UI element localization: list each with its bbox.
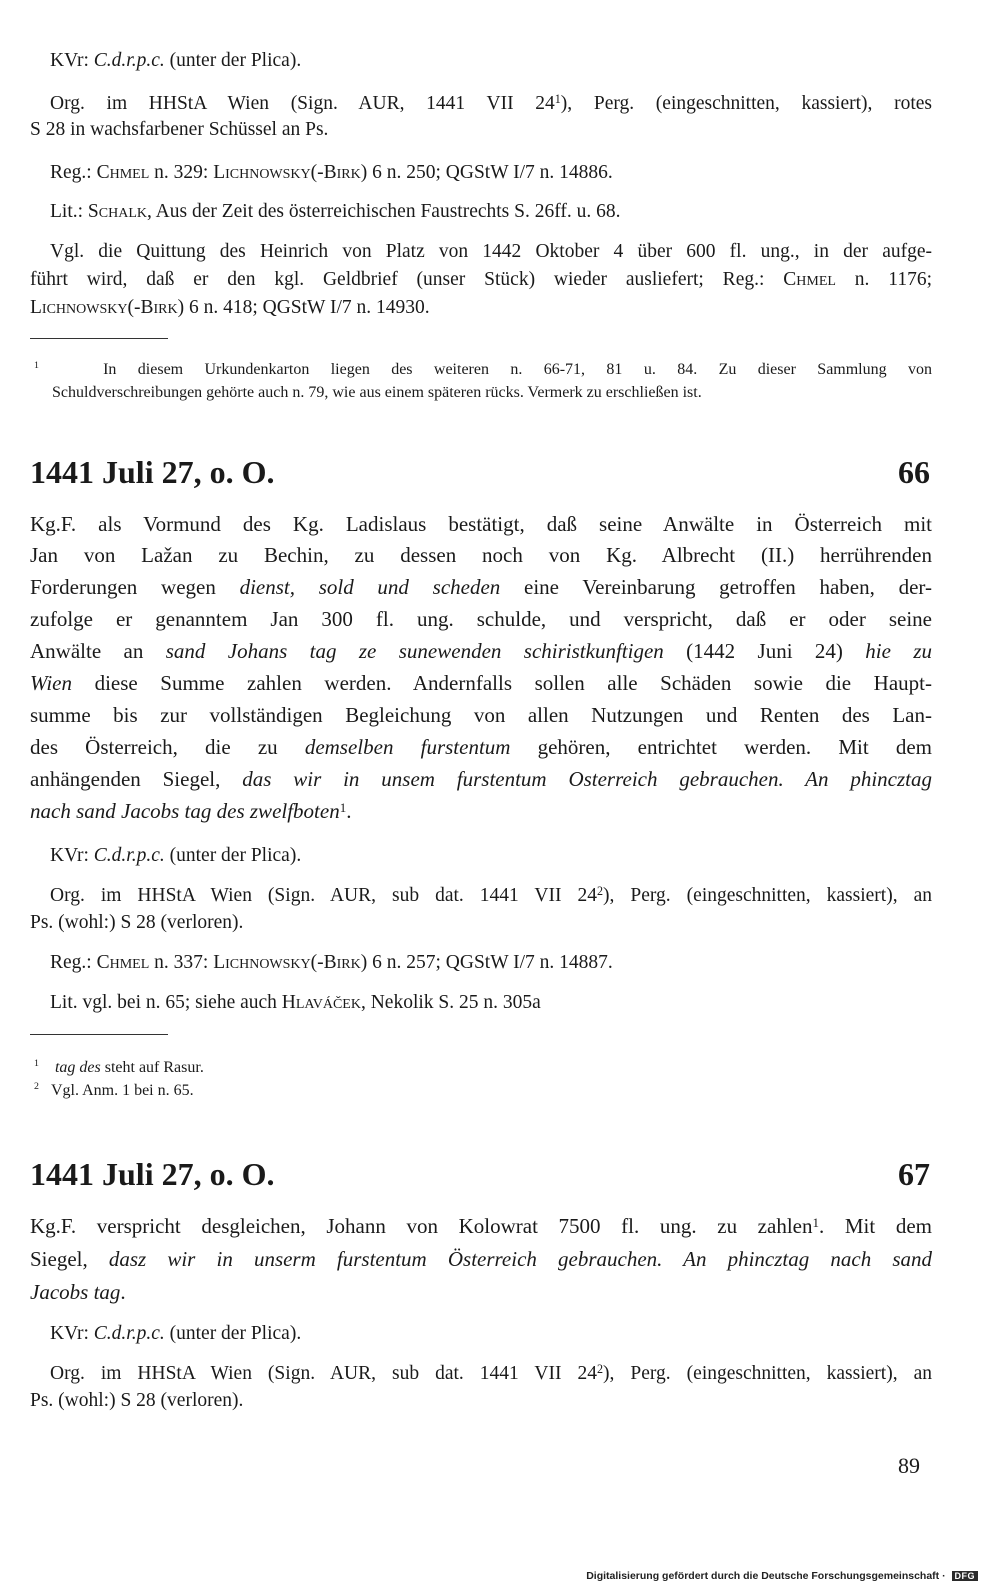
entry-66-line-5: Anwälte an sand Johans tag ze sunewenden schiristkunftigen (1442 Juni 24) hie zu — [30, 639, 933, 663]
vgl-line-65-3: Lichnowsky(-Birk) 6 n. 418; QGStW I/7 n. 14930. — [30, 297, 430, 318]
entry-66-line-9: anhängenden Siegel, das wir in unsem furstentum Osterreich gebrauchen. An phincztag — [30, 767, 932, 791]
entry-66-line-3: Forderungen wegen dienst, sold und scheden eine Vereinbarung getroffen haben, der- — [30, 575, 932, 599]
entry-66-line-2: Jan von Lažan zu Bechin, zu dessen noch von Kg. Albrecht (II.) herrührenden — [30, 543, 932, 567]
lit-line-65: Lit.: Schalk, Aus der Zeit des österreichischen Faustrechts S. 26ff. u. 68. — [50, 201, 621, 222]
kvr-line-65: KVr: C.d.r.p.c. (unter der Plica). — [50, 50, 302, 71]
entry-67-number: 67 — [898, 1156, 930, 1192]
entry-66-line-4: zufolge er genanntem Jan 300 fl. ung. schulde, und verspricht, daß er oder seine — [30, 607, 932, 631]
org-line-66-1: Org. im HHStA Wien (Sign. AUR, sub dat. 1441 VII $24^2$), Perg. (eingeschnitten, kassiert), an — [50, 884, 932, 906]
org-line-65-1: Org. im HHStA Wien (Sign. AUR, 1441 VII $24^1$), Perg. (eingeschnitten, kassiert), rotes — [50, 92, 932, 114]
dfg-logo: DFG — [952, 1571, 979, 1581]
org-line-67-2: Ps. (wohl:) S 28 (verloren). — [30, 1390, 244, 1411]
entry-66-number: 66 — [898, 454, 930, 490]
entry-66-line-7: summe bis zur vollständigen Begleichung von allen Nutzungen und Renten des Lan- — [30, 703, 932, 727]
footnote-separator-66 — [30, 1034, 168, 1035]
entry-66-line-8: des Österreich, die zu demselben furstentum gehören, entrichtet werden. Mit dem — [30, 735, 932, 759]
org-line-67-1: Org. im HHStA Wien (Sign. AUR, sub dat. 1441 VII $24^2$), Perg. (eingeschnitten, kassiert), an — [50, 1362, 932, 1384]
kvr-line-66: KVr: C.d.r.p.c. (unter der Plica). — [50, 845, 302, 866]
reg-line-66: Reg.: Chmel n. 337: Lichnowsky(-Birk) 6 n. 257; QGStW I/7 n. 14887. — [50, 952, 613, 973]
kvr-line-67: KVr: C.d.r.p.c. (unter der Plica). — [50, 1323, 302, 1344]
reg-line-65: Reg.: Chmel n. 329: Lichnowsky(-Birk) 6 n. 250; QGStW I/7 n. 14886. — [50, 162, 613, 183]
footnote-65-2: Schuldverschreibungen gehörte auch n. 79, wie aus einem späteren rücks. Vermerk zu erschließen ist. — [52, 384, 702, 401]
footnote-66-2: $^2$ Vgl. Anm. 1 bei n. 65. — [34, 1081, 194, 1099]
org-line-65-2: S 28 in wachsfarbener Schüssel an Ps. — [30, 119, 329, 140]
funding-footer: Digitalisierung gefördert durch die Deutsche Forschungsgemeinschaft · DFG — [586, 1570, 978, 1582]
lit-line-66: Lit. vgl. bei n. 65; siehe auch Hlaváček, Nekolik S. 25 n. 305a — [50, 992, 541, 1013]
footnote-65-1: $^1$ In diesem Urkundenkarton liegen des weiteren n. 66-71, 81 u. 84. Zu dieser Sammlung von — [34, 360, 933, 378]
entry-67-date: 1441 Juli 27, o. O. — [30, 1156, 275, 1192]
entry-67-line-3: Jacobs tag. — [30, 1280, 126, 1304]
entry-66-line-10: nach sand Jacobs tag des zwelfboten$^1$. — [30, 799, 352, 823]
entry-66-date: 1441 Juli 27, o. O. — [30, 454, 275, 490]
vgl-line-65-1: Vgl. die Quittung des Heinrich von Platz von 1442 Oktober 4 über 600 fl. ung., in der aufge- — [50, 241, 932, 262]
footnote-separator-65 — [30, 338, 168, 339]
entry-67-line-1: Kg.F. verspricht desgleichen, Johann von Kolowrat 7500 fl. ung. zu zahlen$^1$. Mit dem — [30, 1214, 932, 1238]
vgl-line-65-2: führt wird, daß er den kgl. Geldbrief (unser Stück) wieder ausliefert; Reg.: Chmel n. 1176; — [30, 269, 932, 290]
entry-67-line-2: Siegel, dasz wir in unserm furstentum Österreich gebrauchen. An phincztag nach sand — [30, 1247, 932, 1271]
page-number: 89 — [898, 1453, 920, 1478]
org-line-66-2: Ps. (wohl:) S 28 (verloren). — [30, 912, 244, 933]
entry-66-line-6: Wien diese Summe zahlen werden. Andernfalls sollen alle Schäden sowie die Haupt- — [30, 671, 932, 695]
entry-66-line-1: Kg.F. als Vormund des Kg. Ladislaus bestätigt, daß seine Anwälte in Österreich mit — [30, 512, 932, 536]
footnote-66-1: $^1$ tag des steht auf Rasur. — [34, 1058, 204, 1076]
